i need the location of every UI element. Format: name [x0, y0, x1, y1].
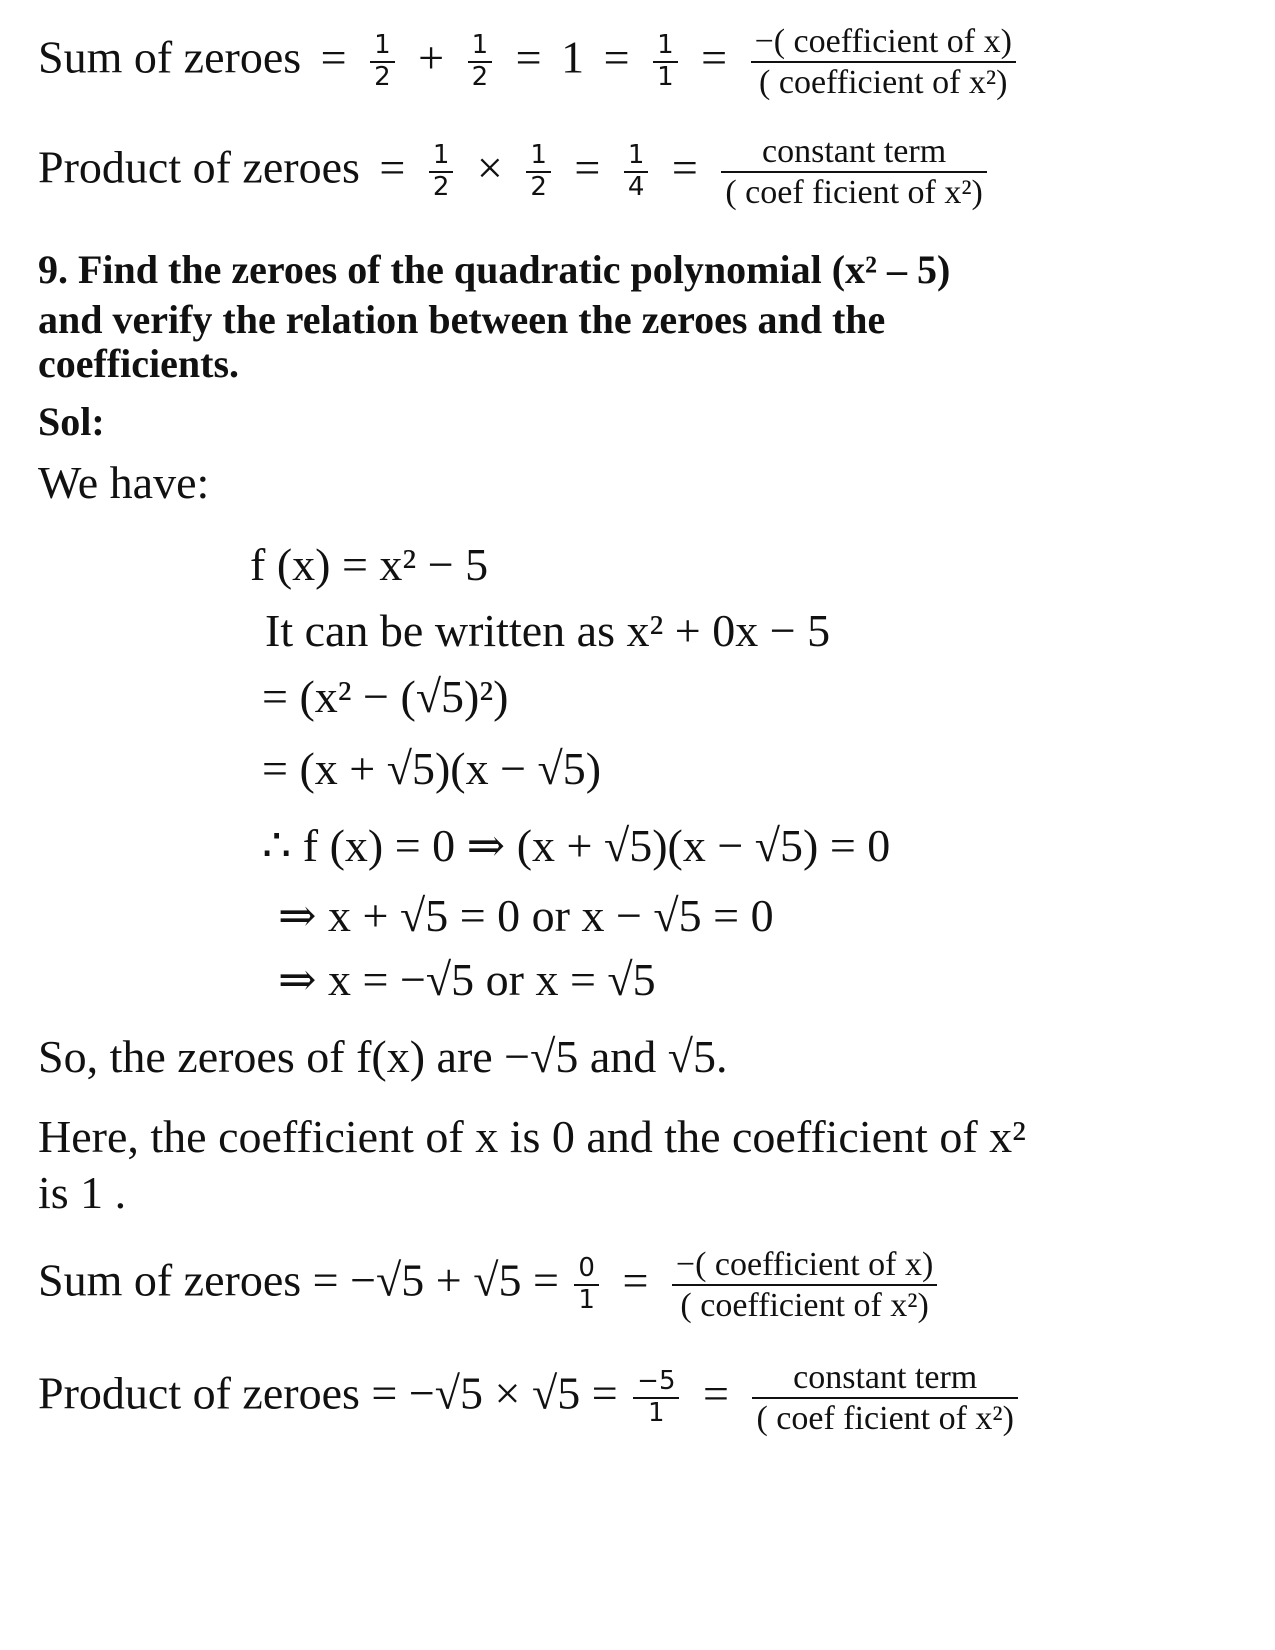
top-product-line: Product of zeroes = $\frac{1}{2}$ × $\frac{1}{2}$ = $\frac{1}{4}$ = $\frac{\text{constant term}}{\text{( coef ficient of x²)}}$	[38, 132, 991, 212]
top-product-frac1: $\frac{1}{2}$	[429, 141, 454, 203]
bottom-sum-relation: $\frac{\text{−( coefficient of x)}}{\text{( coefficient of x²)}}$	[672, 1245, 937, 1325]
sol-label: Sol:	[38, 399, 105, 444]
top-sum-value: 1	[561, 31, 585, 83]
step-4: = (x + √5)(x − √5)	[262, 743, 602, 794]
bottom-sum-expr: = −√5 + √5 =	[312, 1254, 559, 1306]
bottom-product-expr: = −√5 × √5 =	[371, 1367, 618, 1419]
step-7: ⇒ x = −√5 or x = √5	[278, 954, 656, 1005]
coefficient-line-2: is 1 .	[38, 1167, 127, 1218]
step-1: f (x) = x² − 5	[250, 539, 489, 590]
step-6: ⇒ x + √5 = 0 or x − √5 = 0	[278, 890, 774, 941]
top-sum-frac2: $\frac{1}{2}$	[468, 31, 493, 93]
bottom-sum-frac: $\frac{0}{1}$	[574, 1254, 599, 1316]
question-line-2: and verify the relation between the zeroes and the	[38, 297, 886, 342]
step-5: ∴ f (x) = 0 ⇒ (x + √5)(x − √5) = 0	[262, 820, 891, 871]
top-product-label: Product of zeroes	[38, 141, 360, 193]
top-product-frac3: $\frac{1}{4}$	[624, 141, 649, 203]
bottom-product-line: Product of zeroes = −√5 × √5 = $\frac{-5}{1}$ = $\frac{\text{constant term}}{\text{( coef ficient of x²)}}$	[38, 1358, 1022, 1438]
top-sum-label: Sum of zeroes	[38, 31, 302, 83]
bottom-sum-line: Sum of zeroes = −√5 + √5 = $\frac{0}{1}$ = $\frac{\text{−( coefficient of x)}}{\text{( coefficient of x²)}}$	[38, 1245, 941, 1325]
question-line-1: 9. Find the zeroes of the quadratic polynomial (x² – 5)	[38, 247, 951, 292]
conclusion: So, the zeroes of f(x) are −√5 and √5.	[38, 1031, 728, 1082]
we-have-label: We have:	[38, 457, 210, 508]
bottom-sum-label: Sum of zeroes	[38, 1254, 302, 1306]
top-sum-frac1: $\frac{1}{2}$	[370, 31, 395, 93]
top-sum-frac3: $\frac{1}{1}$	[653, 31, 678, 93]
top-product-frac2: $\frac{1}{2}$	[526, 141, 551, 203]
bottom-product-relation: $\frac{\text{constant term}}{\text{( coef ficient of x²)}}$	[752, 1358, 1018, 1438]
top-product-relation: $\frac{\text{constant term}}{\text{( coef ficient of x²)}}$	[721, 132, 987, 212]
bottom-product-frac: $\frac{-5}{1}$	[633, 1367, 679, 1429]
question-line-3: coefficients.	[38, 341, 240, 386]
step-3: = (x² − (√5)²)	[262, 671, 509, 722]
bottom-product-label: Product of zeroes	[38, 1367, 360, 1419]
step-2: It can be written as x² + 0x − 5	[265, 605, 831, 656]
top-sum-relation: $\frac{\text{−( coefficient of x)}}{\text{( coefficient of x²)}}$	[751, 22, 1016, 102]
top-sum-line: Sum of zeroes = $\frac{1}{2}$ + $\frac{1}{2}$ = 1 = $\frac{1}{1}$ = $\frac{\text{−( coefficient of x)}}{\text{( coefficient of x²)}}$	[38, 22, 1020, 102]
coefficient-line-1: Here, the coefficient of x is 0 and the coefficient of x²	[38, 1111, 1026, 1162]
